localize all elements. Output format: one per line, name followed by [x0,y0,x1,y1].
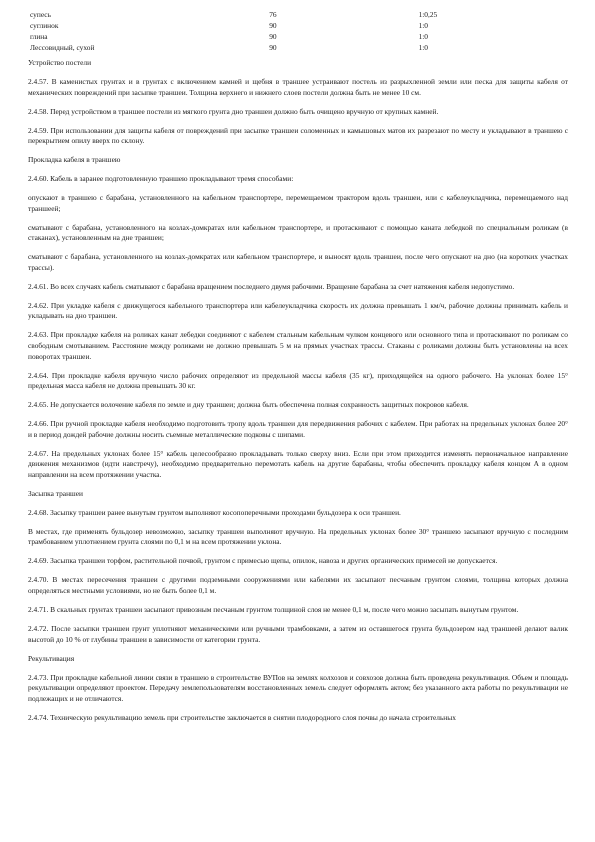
paragraph: 2.4.70. В местах пересечения траншеи с другими подземными сооружениями или кабелями их засыпают песчаным грунтом слоями, толщина которых должна определяться местными условиями, но не быть более 0,1 м. [28,575,568,595]
table-row [30,43,568,54]
paragraph: 2.4.74. Техническую рекультивацию земель при строительстве заключается в снятии плодородного слоя почвы до начала строительных [28,712,456,722]
slope-ratio-cell: 1:0 [418,21,429,30]
soil-type-cell: глина [30,32,48,41]
slope-ratio-cell: 1:0 [418,43,429,52]
paragraph: 2.4.71. В скальных грунтах траншеи засыпают привозным песчаным грунтом толщиной слоя не менее 0,1 м, после чего можно засыпать вынутым грунтом. [28,604,519,614]
angle-cell: 76 [269,10,277,19]
paragraph: В местах, где применять бульдозер невозможно, засыпку траншеи выполняют вручную. На предельных уклонах более 30° траншею засыпают вручную с последним трамбованием уплотнением грунта слоями по 0,1 м на всем протяжении уклона. [28,526,568,547]
soil-type-cell: супесь [30,10,51,19]
paragraph: 2.4.66. При ручной прокладке кабеля необходимо подготовить тропу вдоль траншеи для передвижения рабочих с кабелем. При работах на предельных уклонах более 20° и в период дождей рабочие должны носить съемные металлические подковы с шипами. [28,419,568,439]
paragraph: 2.4.63. При прокладке кабеля на роликах канат лебедки соединяют с кабелем стальным кабельным чулком концевого или основного типа и протаскивают по роликам со свободным смотыванием. Расстояние между роликами не должно превышать 5 м на прямых участках трассы. Стаканы с роликами должны быть установлены на всех поворотах траншеи. [28,330,568,361]
paragraph: 2.4.67. На предельных уклонах более 15° кабель целесообразно прокладывать только сверху вниз. Если при этом приходится изменять первоначальное направление движения механизмов (идти навстречу), необходимо предварительно перемотать кабель на другие барабаны, чтобы обеспечить прокладку кабеля концом А в одном направлении на всем протяжении участка. [28,448,568,479]
paragraph: опускают в траншею с барабана, установленного на кабельном транспортере, перемещаемом трактором вдоль траншеи, или с кабелеукладчика, перемещаемого над траншеей; [28,193,568,213]
section-heading: Рекультивация [28,653,75,663]
paragraph: сматывают с барабана, установленного на козлах-домкратах или кабельном транспортере, и протаскивают с помощью каната лебедкой по специальным роликам (в стаканах), установленным на дне траншеи; [28,222,568,243]
soil-type-cell: Лессовидный, сухой [30,43,95,52]
paragraph: 2.4.65. Не допускается волочение кабеля по земле и дну траншеи; должна быть обеспечена полная сохранность защитных покровов кабеля. [28,400,469,410]
soil-type-cell: суглинок [30,21,59,30]
document-body [28,58,568,723]
paragraph: 2.4.62. При укладке кабеля с движущегося кабельного транспортера или кабелеукладчика скорость их должна превышать 1 км/ч, рабочие должны принимать кабель и укладывать на дно траншеи. [28,300,568,321]
table-row [30,10,568,21]
paragraph: 2.4.57. В каменистых грунтах и в грунтах с включением камней и щебня в траншее устраивают постель из разрыхленной земли или песка для защиты кабеля от механических повреждений при засыпке траншеи. Толщина верхнего и нижнего слоев постели должна быть не менее 10 см. [28,76,568,97]
paragraph: 2.4.68. Засыпку траншеи ранее вынутым грунтом выполняют косопоперечными проходами бульдозера к оси траншеи. [28,507,401,517]
paragraph: 2.4.73. При прокладке кабельной линии связи в траншею в строительстве ВУПов на землях колхозов и совхозов должна быть проведена рекультивация. Объем и площадь рекультивации определяют проектом. Передачу землепользователям восстановленных земель следует оформлять актом; без указанного акта работы по рекультивации не подлежащих и не отличаются. [28,672,568,703]
paragraph: 2.4.61. Во всех случаях кабель сматывают с барабана вращением последнего двумя рабочими. Вращение барабана за счет натяжения кабеля недопустимо. [28,281,515,291]
soil-slope-table [30,10,568,54]
slope-ratio-cell: 1:0 [418,32,429,41]
angle-cell: 90 [269,32,277,41]
section-heading: Устройство постели [28,58,92,67]
table-row [30,32,568,43]
slope-ratio-cell: 1:0,25 [418,10,438,19]
section-heading: Засыпка траншеи [28,488,83,498]
paragraph: 2.4.69. Засыпка траншеи торфом, растительной почвой, грунтом с примесью щепы, опилок, навоза и других органических примесей не допускается. [28,556,498,566]
paragraph: 2.4.64. При прокладке кабеля вручную число рабочих определяют из предельной массы кабеля (35 кг), приходящейся на одного рабочего. На уклонах более 15° предельная масса кабеля не должна превышать 30 кг. [28,370,568,391]
paragraph: 2.4.60. Кабель в заранее подготовленную траншею прокладывают тремя способами: [28,174,294,184]
paragraph: 2.4.58. Перед устройством в траншее постели из мягкого грунта дно траншеи должно быть очищено вручную от крупных камней. [28,106,439,116]
angle-cell: 90 [269,43,277,52]
table-row [30,21,568,32]
document-page [28,10,568,732]
paragraph: сматывают с барабана, установленного на козлах-домкратах или кабельном транспортере, и выносят вдоль траншеи, после чего опускают на дно (на коротких участках трассы). [28,252,568,272]
paragraph: 2.4.72. После засыпки траншеи грунт уплотняют механическими или ручными трамбовками, а затем из оставшегося грунта бульдозером над траншеей делают валик высотой до 10 % от глубины траншеи в зависимости от категории грунта. [28,623,568,644]
paragraph: 2.4.59. При использовании для защиты кабеля от повреждений при засыпке траншеи соломенных и камышовых матов их разрезают по месту и укладывают в траншею с перекрытием опилу вверх по склону. [28,125,568,146]
angle-cell: 90 [269,21,277,30]
section-heading: Прокладка кабеля в траншею [28,155,121,165]
